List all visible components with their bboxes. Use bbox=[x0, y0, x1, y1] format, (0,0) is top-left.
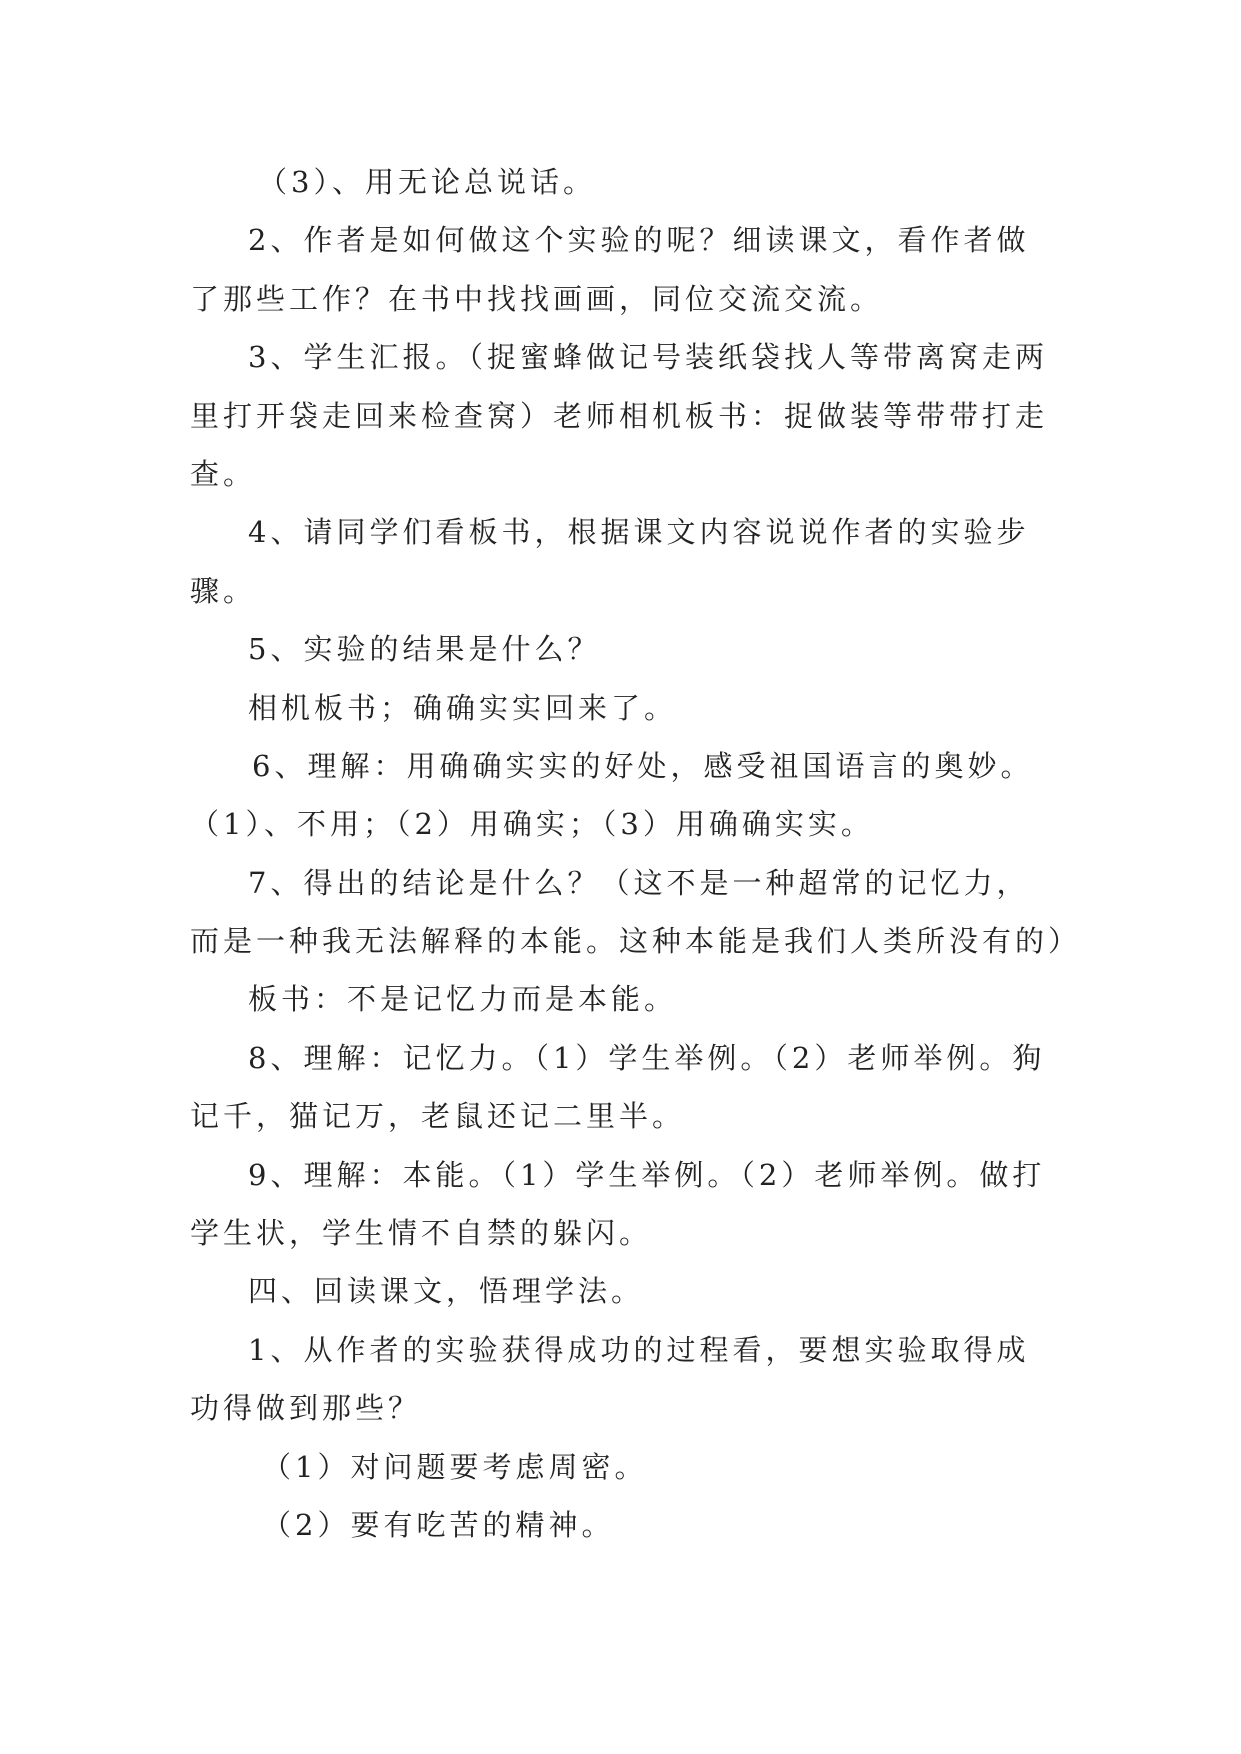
text-line: 学生状，学生情不自禁的躲闪。 bbox=[190, 1216, 653, 1251]
text-line: 功得做到那些？ bbox=[190, 1391, 422, 1426]
text-line: 5、实验的结果是什么？ bbox=[248, 632, 601, 667]
text-line: （1）、不用；（2）用确实；（3）用确确实实。 bbox=[190, 807, 874, 842]
text-line: 6、理解：用确确实实的好处，感受祖国语言的奥妙。 bbox=[252, 748, 1034, 783]
text-line: 板书：不是记忆力而是本能。 bbox=[248, 982, 678, 1017]
text-line: 4、请同学们看板书，根据课文内容说说作者的实验步 bbox=[248, 515, 1030, 550]
document-body bbox=[190, 153, 1082, 1554]
text-line: 查。 bbox=[190, 456, 257, 491]
text-line: 骤。 bbox=[190, 573, 257, 608]
text-line: 记千，猫记万，老鼠还记二里半。 bbox=[190, 1099, 686, 1134]
text-line: 9、理解：本能。（1）学生举例。（2）老师举例。做打 bbox=[248, 1157, 1046, 1192]
text-line: 7、得出的结论是什么？（这不是一种超常的记忆力， bbox=[248, 865, 1030, 900]
text-line: （3）、用无论总说话。 bbox=[258, 165, 596, 199]
text-line: （1）对问题要考虑周密。 bbox=[262, 1449, 648, 1484]
text-line: （2）要有吃苦的精神。 bbox=[262, 1507, 615, 1542]
text-line: 1、从作者的实验获得成功的过程看，要想实验取得成 bbox=[248, 1332, 1030, 1367]
text-line: 相机板书；确确实实回来了。 bbox=[248, 690, 678, 725]
text-line: 而是一种我无法解释的本能。这种本能是我们人类所没有的） bbox=[190, 924, 1082, 959]
section-heading: 四、回读课文，悟理学法。 bbox=[248, 1274, 645, 1309]
text-line: 3、学生汇报。（捉蜜蜂做记号装纸袋找人等带离窝走两 bbox=[248, 340, 1048, 375]
text-line: 8、理解：记忆力。（1）学生举例。（2）老师举例。狗 bbox=[248, 1040, 1046, 1075]
text-line: 2、作者是如何做这个实验的呢？细读课文，看作者做 bbox=[248, 223, 1030, 258]
text-line: 了那些工作？在书中找找画画，同位交流交流。 bbox=[190, 281, 884, 316]
text-line: 里打开袋走回来检查窝）老师相机板书：捉做装等带带打走 bbox=[190, 398, 1049, 433]
